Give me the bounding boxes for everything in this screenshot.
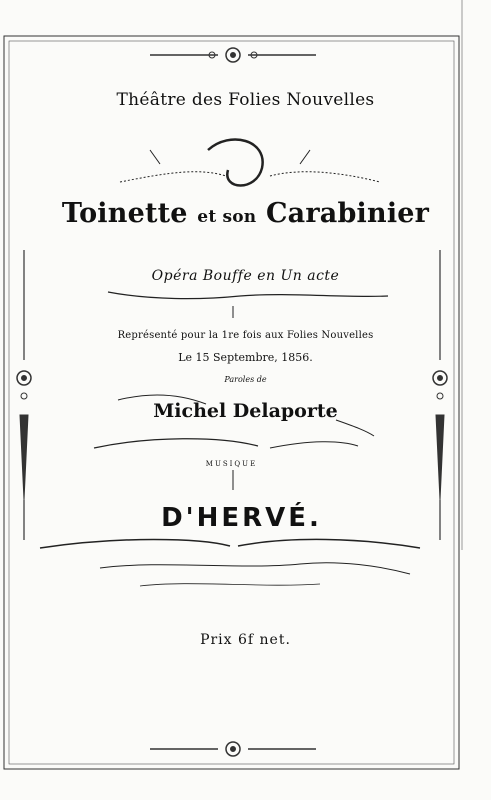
right-ornament bbox=[433, 250, 447, 540]
title-joiner: et son bbox=[197, 207, 257, 227]
premiere-note: Représenté pour la 1re fois aux Folies Nouvelles bbox=[117, 330, 374, 341]
lyrics-by-label: Paroles de bbox=[224, 375, 267, 384]
top-ornament bbox=[150, 48, 316, 62]
premiere-date: Le 15 Septembre, 1856. bbox=[178, 351, 313, 364]
composer-swashes bbox=[40, 539, 420, 586]
title-part-1: Toinette bbox=[61, 198, 188, 229]
bottom-ornament bbox=[150, 742, 316, 756]
subtitle-flourishes bbox=[108, 292, 388, 318]
work-title bbox=[0, 198, 491, 229]
top-flourish bbox=[120, 140, 380, 186]
left-ornament bbox=[17, 250, 31, 540]
work-subtitle: Opéra Bouffe en Un acte bbox=[151, 268, 340, 284]
music-by-label: MUSIQUE bbox=[205, 460, 258, 468]
librettist-name: Michel Delaporte bbox=[153, 400, 338, 422]
price-label: Prix 6f net. bbox=[200, 632, 291, 648]
title-part-2: Carabinier bbox=[265, 198, 430, 229]
composer-name: D'HERVÉ. bbox=[161, 503, 322, 533]
theatre-name: Théâtre des Folies Nouvelles bbox=[116, 90, 375, 110]
